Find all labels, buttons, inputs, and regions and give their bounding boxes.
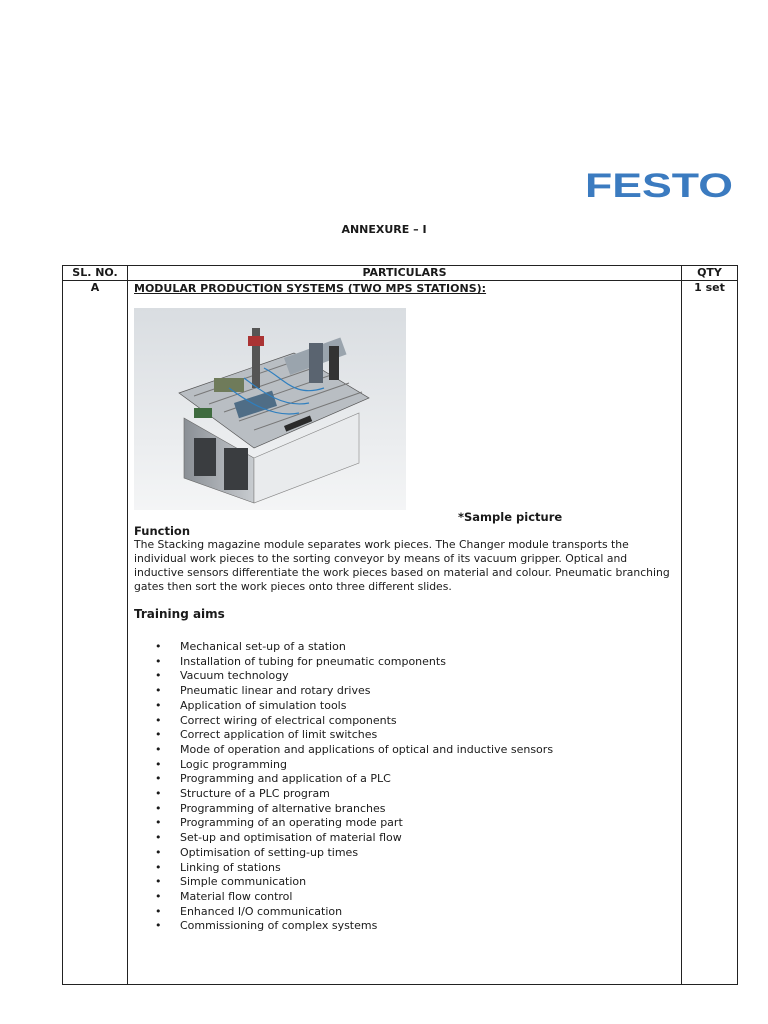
bullet-icon: •	[155, 904, 162, 918]
table-row	[63, 281, 738, 985]
training-aims-list	[134, 640, 675, 984]
list-item: • Structure of a PLC program	[155, 787, 330, 801]
function-title: Function	[134, 524, 191, 538]
bullet-icon: •	[155, 889, 162, 903]
list-item: • Logic programming	[155, 757, 287, 771]
bullet-icon: •	[155, 831, 162, 845]
list-item: • Correct wiring of electrical components	[155, 713, 397, 727]
bullet-icon: •	[155, 772, 162, 786]
list-item: • Commissioning of complex systems	[155, 919, 378, 933]
list-item: • Programming and application of a PLC	[155, 772, 391, 786]
list-item: • Mechanical set-up of a station	[155, 640, 346, 653]
bullet-icon: •	[155, 654, 162, 668]
bullet-icon: •	[155, 875, 162, 889]
image-caption: *Sample picture	[458, 510, 563, 524]
bullet-icon: •	[155, 669, 162, 683]
list-item: • Programming of alternative branches	[155, 801, 386, 815]
annexure-table	[62, 265, 738, 985]
bullet-icon: •	[155, 801, 162, 815]
function-text: The Stacking magazine module separates work pieces. The Changer module transports the individual work pieces to the sorting conveyor by means of its vacuum gripper. Optical and inductive sensors differentiate the work pieces based on material and colour. Pneumatic branching gates then sort the work pieces onto three different slides.	[134, 538, 670, 593]
product-photo	[134, 308, 406, 510]
list-item: • Linking of stations	[155, 860, 281, 874]
list-item: • Enhanced I/O communication	[155, 904, 343, 918]
bullet-icon: •	[155, 816, 162, 830]
bullet-icon: •	[155, 742, 162, 756]
header-qty: QTY	[682, 266, 738, 281]
bullet-icon: •	[155, 640, 162, 653]
bullet-icon: •	[155, 728, 162, 742]
header-particulars: PARTICULARS	[128, 266, 682, 281]
bullet-icon: •	[155, 845, 162, 859]
list-item: • Simple communication	[155, 875, 307, 889]
table-header-row	[63, 266, 738, 281]
list-item: • Installation of tubing for pneumatic components	[155, 654, 446, 668]
logo-text: FESTO	[585, 170, 733, 198]
list-item: • Set-up and optimisation of material flow	[155, 831, 402, 845]
list-item: • Pneumatic linear and rotary drives	[155, 684, 371, 698]
item-heading: MODULAR PRODUCTION SYSTEMS (TWO MPS STATIONS):	[134, 282, 487, 295]
bullet-icon: •	[155, 919, 162, 933]
list-item: • Correct application of limit switches	[155, 728, 378, 742]
qty-cell: 1 set	[682, 281, 738, 985]
annexure-title: ANNEXURE – I	[341, 223, 427, 236]
list-item: • Mode of operation and applications of optical and inductive sensors	[155, 742, 554, 756]
list-item: • Vacuum technology	[155, 669, 289, 683]
list-item: • Material flow control	[155, 889, 293, 903]
bullet-icon: •	[155, 698, 162, 712]
particulars-cell	[128, 281, 682, 985]
bullet-icon: •	[155, 713, 162, 727]
festo-logo	[585, 170, 733, 198]
list-item: • Application of simulation tools	[155, 698, 347, 712]
header-sl-no: SL. NO.	[63, 266, 128, 281]
bullet-icon: •	[155, 684, 162, 698]
sl-no-cell: A	[63, 281, 128, 985]
list-item: • Optimisation of setting-up times	[155, 845, 359, 859]
bullet-icon: •	[155, 860, 162, 874]
list-item: • Programming of an operating mode part	[155, 816, 403, 830]
training-aims-title: Training aims	[134, 607, 225, 621]
bullet-icon: •	[155, 757, 162, 771]
bullet-icon: •	[155, 787, 162, 801]
